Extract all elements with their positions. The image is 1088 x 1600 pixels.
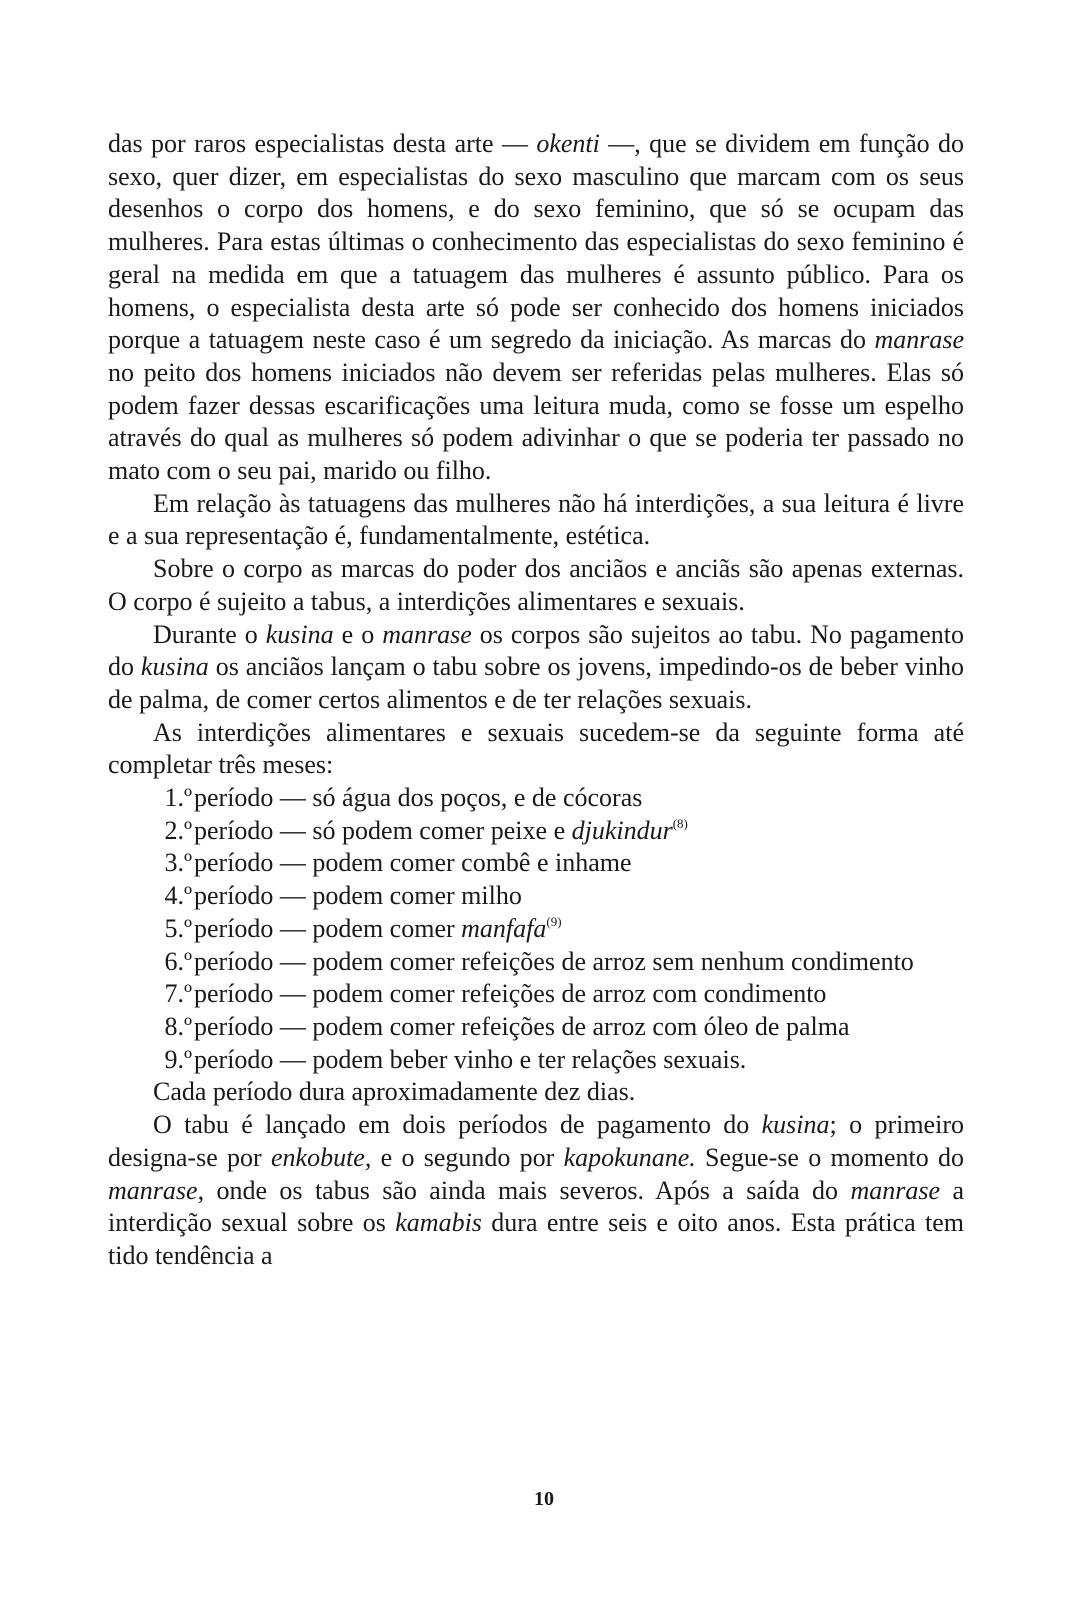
period-number: 6.º bbox=[164, 946, 192, 976]
text-run: período — podem comer refeições de arroz com óleo de palma bbox=[194, 1011, 850, 1041]
period-description bbox=[192, 847, 964, 880]
text-run: período — podem comer milho bbox=[194, 881, 522, 911]
period-description bbox=[192, 782, 964, 815]
text-run: dura entre seis e oito anos. Esta prática tem tido tendência a bbox=[108, 1208, 964, 1270]
period-number: 2.º bbox=[164, 815, 192, 845]
text-run: —, que se dividem em função do sexo, quer dizer, em especialistas do sexo masculino que marcam com os seus desenhos o corpo dos homens, e do sexo feminino, que só se ocupam das mulheres. Para estas últimas o conhecimento das especialistas do sexo feminino é geral na medida em que a tatuagem das mulheres é assunto público. Para os homens, o especialista desta arte só pode ser conhecido dos homens iniciados porque a tatuagem neste caso é um segredo da iniciação. As marcas do bbox=[108, 129, 964, 355]
text-run: período — só podem comer peixe e bbox=[194, 815, 572, 845]
period-description bbox=[192, 880, 964, 913]
period-number: 4.º bbox=[164, 881, 192, 911]
text-run: período — só água dos poços, e de cócoras bbox=[194, 783, 643, 813]
text-run: os corpos são sujeitos ao tabu. No pagamento do bbox=[108, 619, 964, 682]
period-item bbox=[108, 913, 964, 946]
italic-term: manrase bbox=[108, 1175, 198, 1205]
text-run: Em relação às tatuagens das mulheres não há interdições, a sua leitura é livre e a sua representação é, fundamentalmente, estética. bbox=[108, 488, 964, 551]
italic-term: kusina bbox=[140, 652, 209, 682]
text-run: das por raros especialistas desta arte — bbox=[108, 129, 537, 158]
text-run: no peito dos homens iniciados não devem ser referidas pelas mulheres. Elas só podem fazer dessas escarificações uma leitura muda, como se fosse um espelho através do qual as mulheres só podem adivinhar o que se poderia ter passado no mato com o seu pai, marido ou filho. bbox=[108, 357, 964, 486]
period-number: 8.º bbox=[164, 1011, 192, 1041]
italic-term: manrase bbox=[874, 325, 964, 355]
italic-term: manrase bbox=[382, 619, 472, 649]
italic-term: okenti bbox=[536, 129, 600, 158]
italic-term: kamabis bbox=[395, 1208, 482, 1238]
period-number: 9.º bbox=[164, 1044, 192, 1074]
text-run: Segue-se o momento do bbox=[695, 1142, 964, 1172]
text-run: e o segundo por bbox=[371, 1142, 564, 1172]
text-run: período — podem comer refeições de arroz sem nenhum condimento bbox=[194, 946, 914, 976]
period-item bbox=[108, 1011, 964, 1044]
period-item bbox=[108, 978, 964, 1011]
italic-term: kusina bbox=[761, 1110, 830, 1140]
period-description bbox=[192, 1044, 964, 1077]
period-item bbox=[108, 782, 964, 815]
text-run: ; o primeiro designa-se por bbox=[108, 1110, 964, 1172]
body-text bbox=[108, 128, 964, 1273]
period-item bbox=[108, 847, 964, 880]
period-number: 5.º bbox=[164, 913, 192, 943]
text-run: período — podem comer combê e inhame bbox=[194, 848, 632, 878]
text-run: os anciãos lançam o tabu sobre os jovens, impedindo-os de beber vinho de palma, de comer certos alimentos e de ter relações sexuais. bbox=[108, 652, 965, 714]
text-run: período — podem beber vinho e ter relações sexuais. bbox=[194, 1044, 747, 1074]
periods-list bbox=[108, 782, 964, 1076]
text-run: As interdições alimentares e sexuais sucedem-se da seguinte forma até completar três meses: bbox=[108, 717, 964, 780]
period-number: 3.º bbox=[164, 848, 192, 878]
period-description bbox=[192, 913, 964, 946]
paragraph bbox=[108, 717, 964, 782]
page-number: 10 bbox=[534, 1488, 554, 1510]
italic-term: djukindur bbox=[571, 815, 673, 845]
text-run: Cada período dura aproximadamente dez dias. bbox=[153, 1077, 636, 1107]
italic-term: manrase bbox=[850, 1175, 941, 1205]
text-run: e o bbox=[333, 619, 383, 649]
paragraph bbox=[108, 1109, 964, 1273]
period-item bbox=[108, 1044, 964, 1077]
paragraph bbox=[108, 488, 964, 553]
paragraph bbox=[108, 128, 964, 488]
text-run: período — podem comer bbox=[194, 913, 462, 943]
italic-term: kusina bbox=[265, 619, 334, 649]
text-run: O tabu é lançado em dois períodos de pagamento do bbox=[153, 1110, 762, 1140]
period-item bbox=[108, 880, 964, 913]
period-item bbox=[108, 946, 964, 979]
period-description bbox=[192, 1011, 964, 1044]
paragraph bbox=[108, 1076, 964, 1109]
footnote-marker: (8) bbox=[672, 815, 688, 831]
text-run: a interdição sexual sobre os bbox=[108, 1175, 964, 1238]
italic-term: enkobute, bbox=[270, 1142, 372, 1172]
footnote-marker: (9) bbox=[546, 913, 562, 929]
paragraph bbox=[108, 619, 964, 717]
intro-paragraphs bbox=[108, 128, 964, 782]
italic-term: kapokunane. bbox=[563, 1142, 696, 1172]
text-run: Durante o bbox=[153, 619, 266, 649]
period-number: 1.º bbox=[164, 783, 192, 813]
text-run: período — podem comer refeições de arroz com condimento bbox=[194, 979, 827, 1009]
period-number: 7.º bbox=[164, 979, 192, 1009]
italic-term: manfafa bbox=[461, 913, 547, 943]
period-description bbox=[192, 815, 964, 848]
period-item bbox=[108, 815, 964, 848]
paragraph bbox=[108, 553, 964, 618]
closing-paragraphs bbox=[108, 1076, 964, 1272]
text-run: , onde os tabus são ainda mais severos. Após a saída do bbox=[197, 1175, 851, 1205]
text-run: Sobre o corpo as marcas do poder dos anciãos e anciãs são apenas externas. O corpo é sujeito a tabus, a interdições alimentares e sexuais. bbox=[108, 554, 964, 616]
period-description bbox=[192, 978, 964, 1011]
period-description bbox=[192, 946, 964, 979]
